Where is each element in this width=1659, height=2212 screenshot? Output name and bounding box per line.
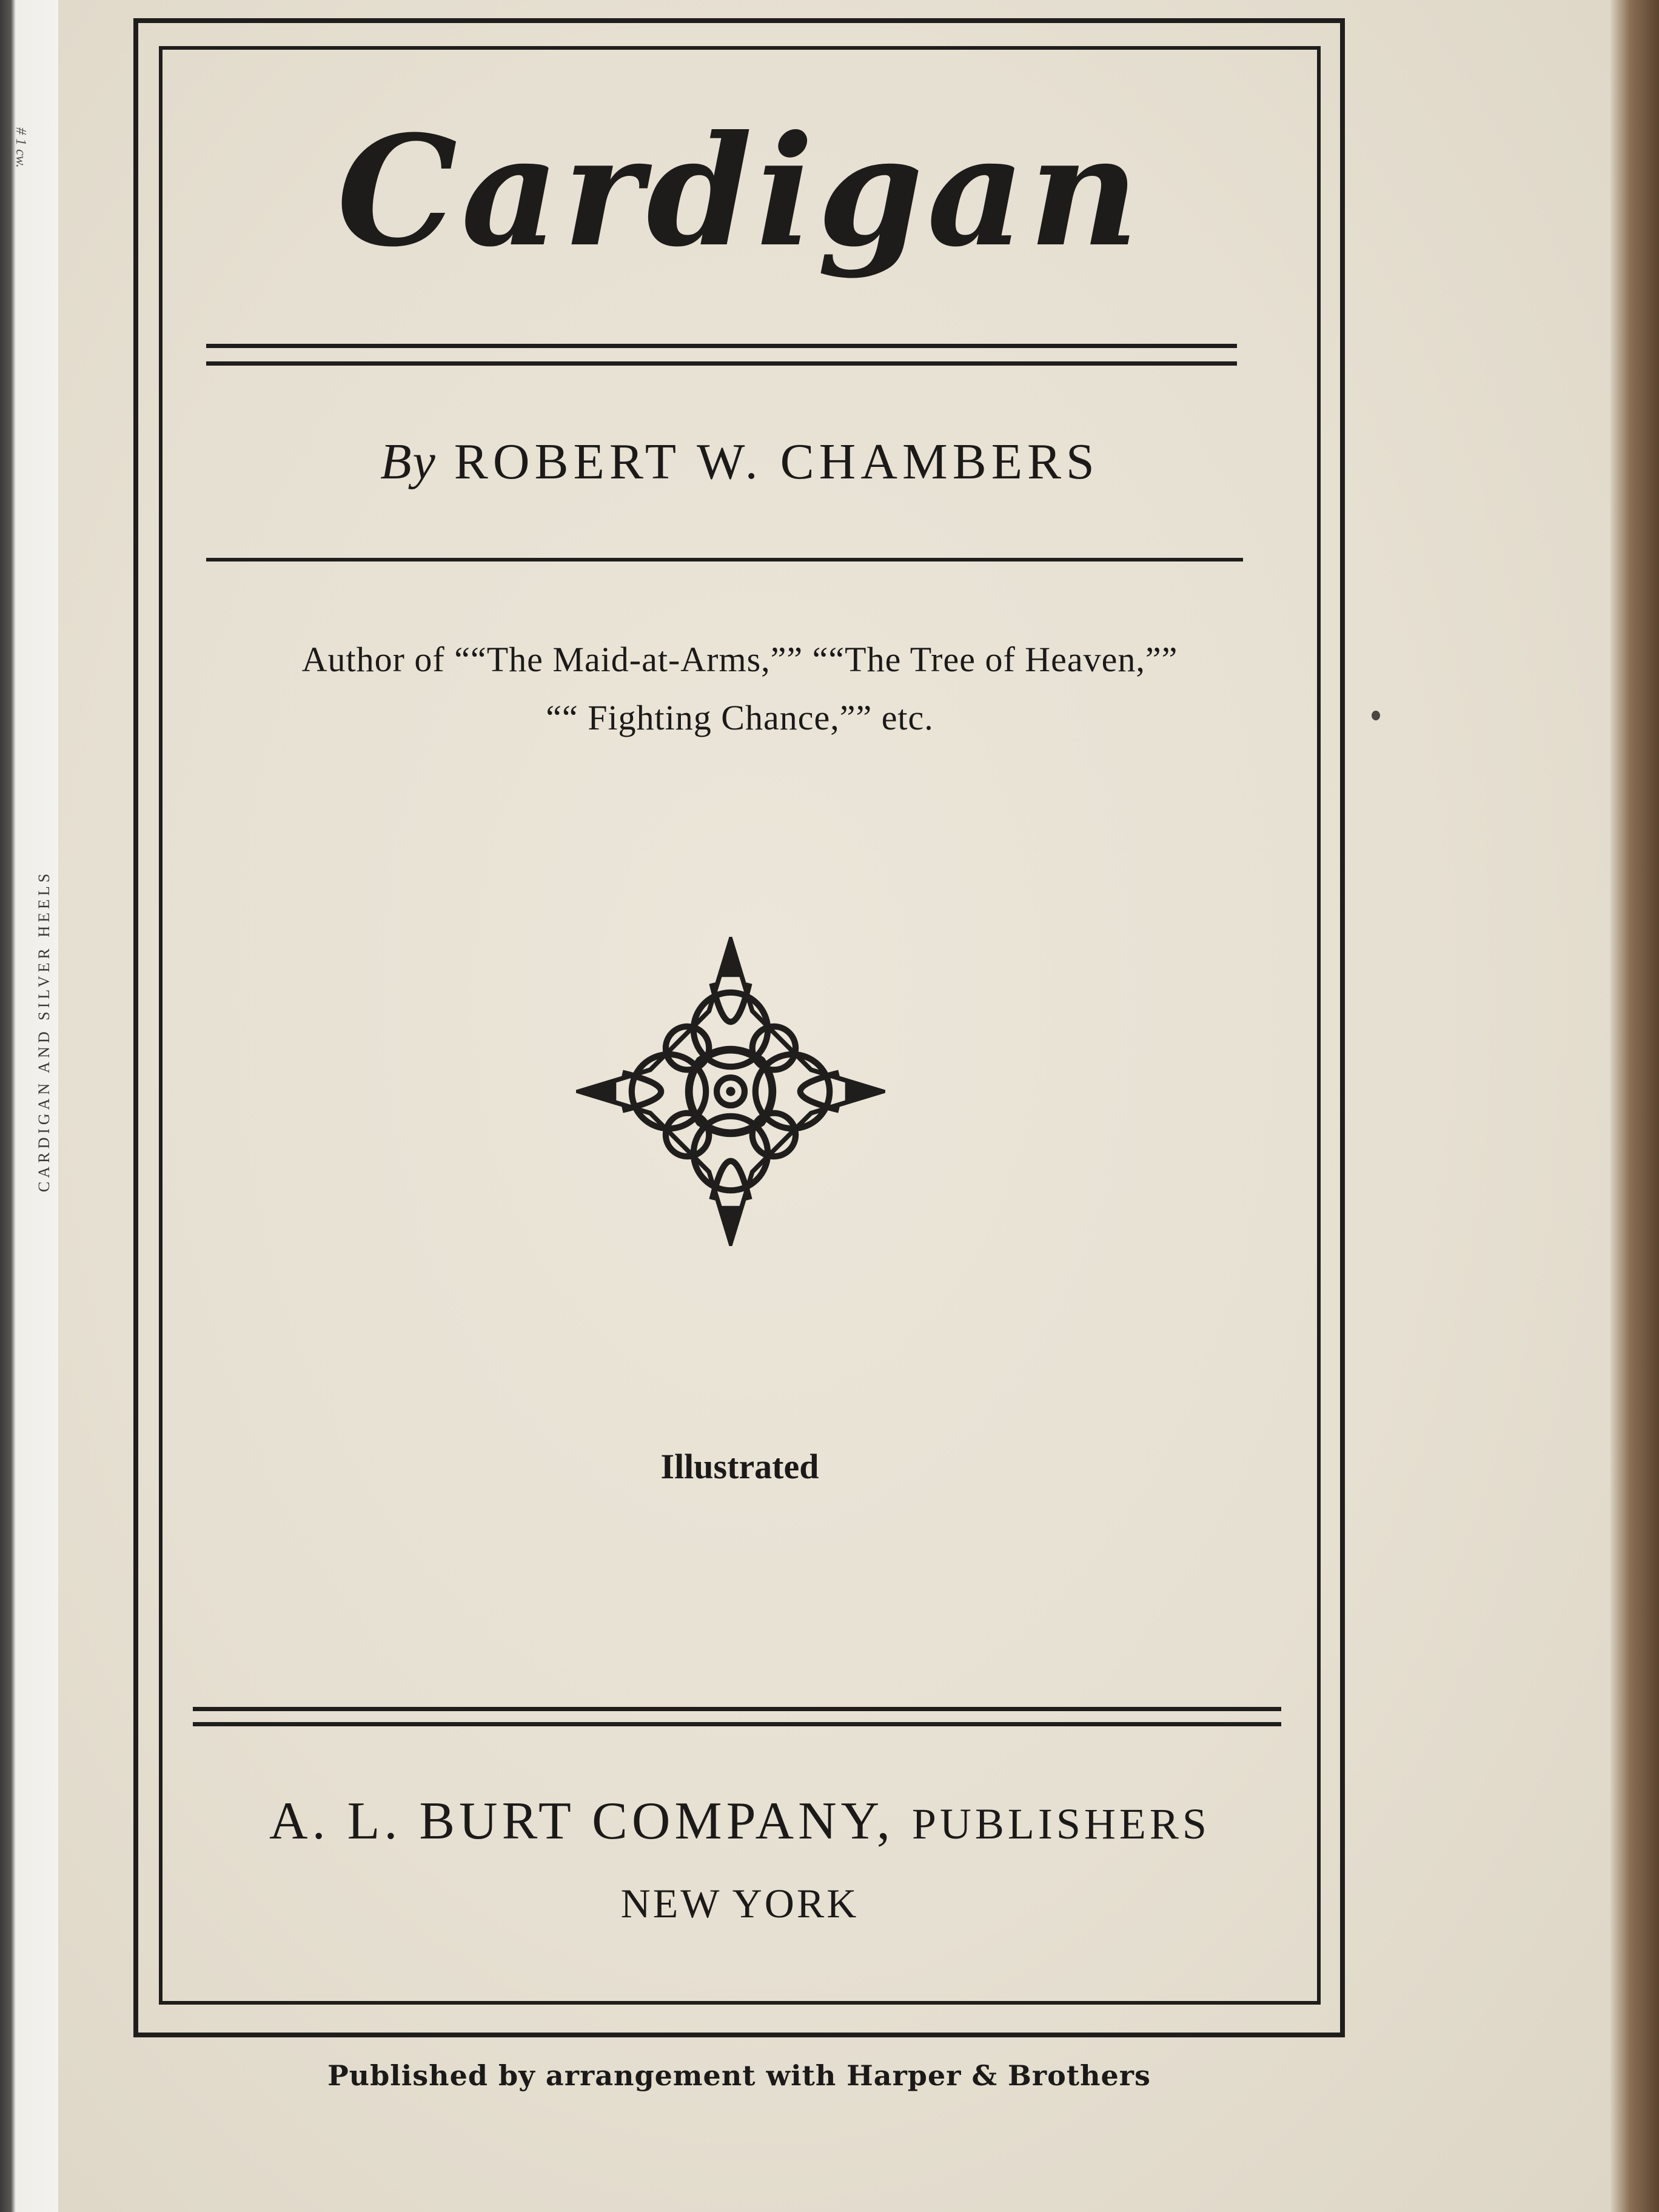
book-title: Cardigan	[337, 102, 1143, 280]
author-of-line-1: Author of ““The Maid-at-Arms,”” ““The Tree of Heaven,””	[301, 640, 1178, 679]
byline	[159, 434, 1321, 490]
author-of-line-2: ““ Fighting Chance,”” etc.	[546, 698, 934, 737]
facing-page-edge	[0, 0, 58, 2212]
publisher-suffix: PUBLISHERS	[911, 1800, 1210, 1848]
author-of-block	[159, 631, 1321, 747]
by-word: By	[380, 434, 437, 490]
publisher-rule-top	[193, 1707, 1281, 1711]
book-cover-edge	[1610, 0, 1659, 2212]
title-rule-top	[206, 344, 1237, 348]
title-rule-bottom	[206, 361, 1237, 366]
spine-title: CARDIGAN AND SILVER HEELS	[35, 870, 53, 1192]
arrangement-note: Published by arrangement with Harper & Brothers	[327, 2059, 1151, 2092]
publisher-rule-bottom	[193, 1722, 1281, 1726]
author-name: ROBERT W. CHAMBERS	[454, 434, 1099, 490]
byline-rule	[206, 558, 1243, 561]
quatrefoil-ornament-icon	[576, 937, 885, 1246]
publisher-name: A. L. BURT COMPANY,	[269, 1792, 894, 1851]
paper-speck	[1372, 711, 1380, 720]
publisher-city: NEW YORK	[620, 1880, 859, 1926]
spine-mark: # 1 cw.	[13, 127, 28, 168]
illustrated-label: Illustrated	[660, 1447, 819, 1486]
publisher-line	[159, 1792, 1321, 1851]
